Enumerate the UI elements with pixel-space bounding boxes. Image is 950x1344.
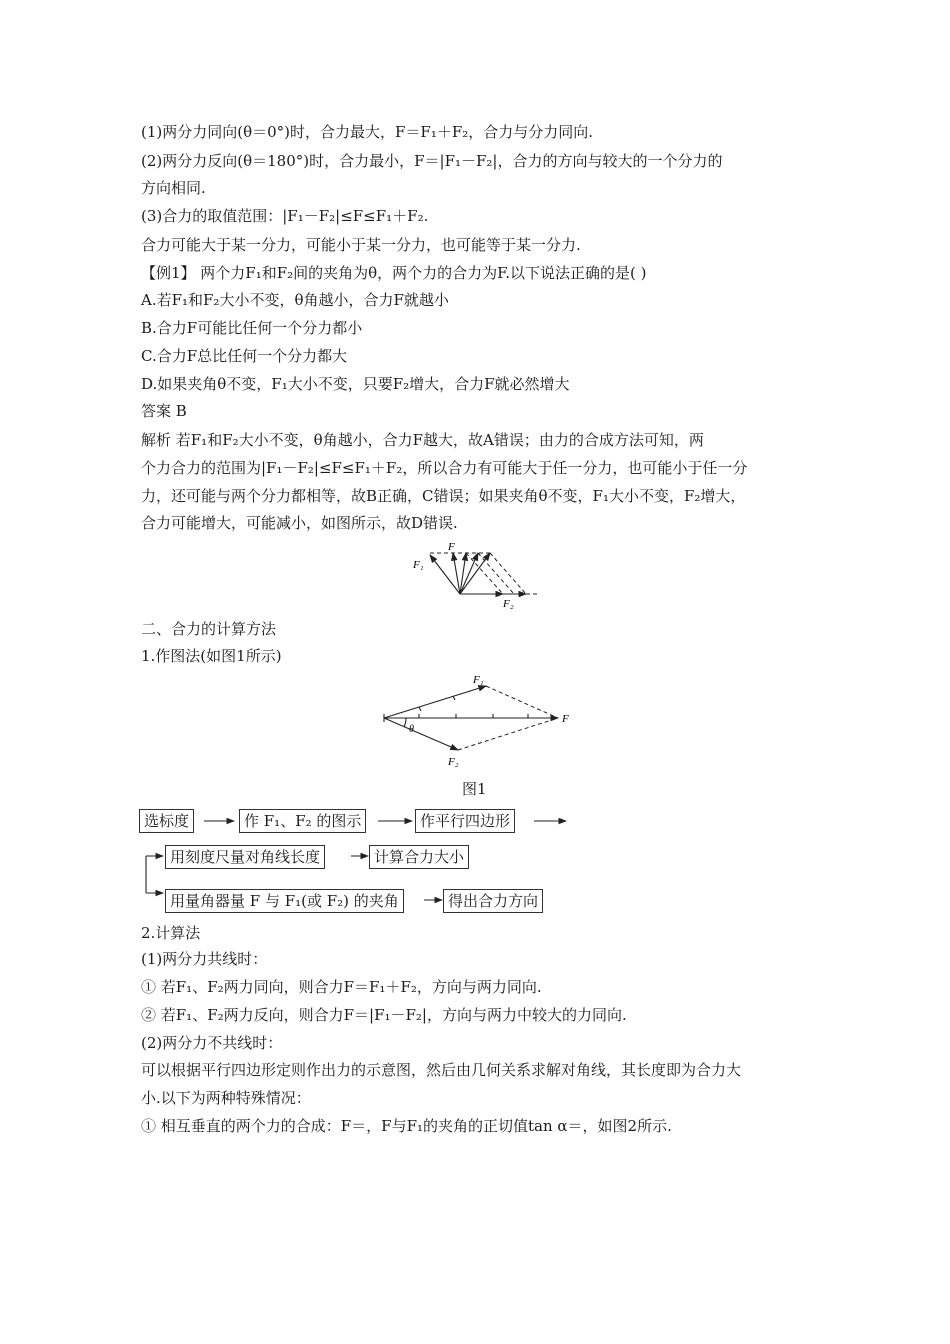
collinear-case-1: ① 若F₁、F₂两力同向，则合力F＝F₁＋F₂，方向与两力同向. [141, 978, 542, 996]
analysis-line-1: 解析 若F₁和F₂大小不变，θ角越小，合力F越大，故A错误；由力的合成方法可知，两 [141, 431, 704, 449]
noncollinear-heading: (2)两分力不共线时： [141, 1034, 283, 1052]
label-f2-small: F₂ [503, 598, 514, 610]
text-line-2: (2)两分力反向(θ＝180°)时，合力最小，F＝|F₁－F₂|，合力的方向与较大的一个分力的 [141, 152, 723, 170]
analysis-line-2: 个力合力的范围为|F₁－F₂|≤F≤F₁＋F₂，所以合力有可能大于任一分力，也可能小于任一分 [141, 459, 748, 477]
text-line-1: (1)两分力同向(θ＝0°)时，合力最大，F＝F₁＋F₂，合力与分力同向. [141, 123, 594, 141]
label-f2-fig1: F₂ [448, 756, 459, 768]
method-1-heading: 1.作图法(如图1所示) [141, 647, 282, 665]
noncollinear-line-2: 小.以下为两种特殊情况： [141, 1089, 311, 1107]
collinear-heading: (1)两分力共线时： [141, 950, 268, 968]
option-d: D.如果夹角θ不变，F₁大小不变，只要F₂增大，合力F就必然增大 [141, 375, 570, 393]
label-f-small: F [448, 541, 455, 553]
text-line-5: 合力可能大于某一分力，可能小于某一分力，也可能等于某一分力. [141, 236, 581, 254]
option-c: C.合力F总比任何一个分力都大 [141, 347, 348, 365]
text-line-3: 方向相同. [141, 179, 206, 197]
flow-step-direction: 得出合力方向 [443, 889, 543, 913]
perpendicular-case: ① 相互垂直的两个力的合成：F＝，F与F₁的夹角的正切值tan α＝，如图2所示. [141, 1117, 672, 1135]
force-parallelogram-figure [408, 540, 558, 610]
collinear-case-2: ② 若F₁、F₂两力反向，则合力F＝|F₁－F₂|，方向与两力中较大的力同向. [141, 1006, 627, 1024]
option-a: A.若F₁和F₂大小不变，θ角越小，合力F就越小 [141, 291, 449, 309]
figure-1 [378, 672, 578, 772]
text-line-4: (3)合力的取值范围：|F₁－F₂|≤F≤F₁＋F₂. [141, 207, 429, 225]
method-2-heading: 2.计算法 [141, 924, 201, 942]
example-heading: 【例1】 两个力F₁和F₂间的夹角为θ，两个力的合力为F.以下说法正确的是( ) [141, 264, 647, 282]
option-b: B.合力F可能比任何一个分力都小 [141, 319, 363, 337]
section-heading: 二、合力的计算方法 [141, 620, 277, 638]
label-theta-fig1: θ [409, 724, 414, 735]
label-f-fig1: F [562, 713, 569, 725]
noncollinear-line-1: 可以根据平行四边形定则作出力的示意图，然后由几何关系求解对角线，其长度即为合力大 [141, 1061, 742, 1079]
answer-line: 答案 B [141, 402, 187, 420]
label-f1-small: F₁ [413, 559, 424, 571]
flow-step-parallelogram: 作平行四边形 [415, 809, 515, 833]
flow-step-measure-angle: 用量角器量 F 与 F₁(或 F₂) 的夹角 [165, 889, 404, 913]
flow-step-compute-magnitude: 计算合力大小 [369, 845, 469, 869]
analysis-line-4: 合力可能增大，可能减小，如图所示，故D错误. [141, 514, 458, 532]
analysis-line-3: 力，还可能与两个分力都相等，故B正确，C错误；如果夹角θ不变，F₁大小不变，F₂增大， [141, 487, 746, 505]
label-f1-fig1: F₁ [473, 674, 484, 686]
flow-step-select-scale: 选标度 [139, 809, 194, 833]
figure-1-caption: 图1 [462, 780, 487, 798]
flow-step-measure-diagonal: 用刻度尺量对角线长度 [165, 845, 325, 869]
flow-step-draw-forces: 作 F₁、F₂ 的图示 [239, 809, 366, 833]
